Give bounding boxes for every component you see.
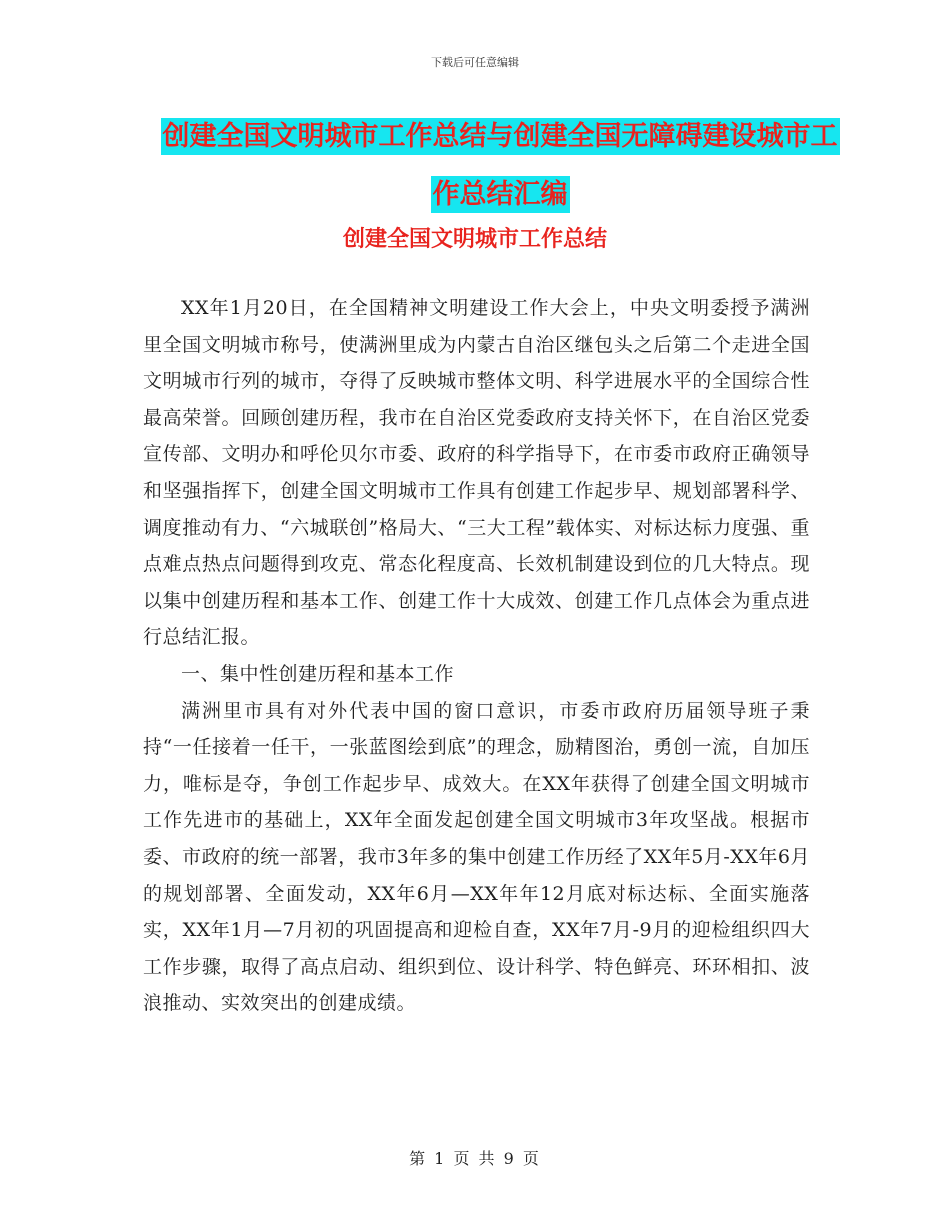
paragraph-heading-1: 一、集中性创建历程和基本工作	[181, 662, 455, 685]
section-title: 创建全国文明城市工作总结	[342, 227, 607, 252]
document-title	[150, 108, 850, 224]
document-title-text: 创建全国文明城市工作总结与创建全国无障碍建设城市工作总结汇编	[161, 118, 840, 213]
document-body	[143, 290, 810, 1022]
page-footer: 第 1 页 共 9 页	[409, 1149, 541, 1168]
paragraph-intro: XX年1月20日，在全国精神文明建设工作大会上，中央文明委授予满洲里全国文明城市称号，使满洲里成为内蒙古自治区继包头之后第二个走进全国文明城市行列的城市，夺得了反映城市整体文明、科学进展水平的全国综合性最高荣誉。回顾创建历程，我市在自治区党委政府支持关怀下，在自治区党委宣传部、文明办和呼伦贝尔市委、政府的科学指导下，在市委市政府正确领导和坚强指挥下，创建全国文明城市工作具有创建工作起步早、规划部署科学、调度推动有力、“六城联创”格局大、“三大工程”载体实、对标达标力度强、重点难点热点问题得到攻克、常态化程度高、长效机制建设到位的几大特点。现以集中创建历程和基本工作、创建工作十大成效、创建工作几点体会为重点进行总结汇报。	[143, 297, 810, 649]
header-note: 下载后可任意编辑	[431, 56, 519, 69]
paragraph-history: 满洲里市具有对外代表中国的窗口意识，市委市政府历届领导班子秉持“一任接着一任干，一张蓝图绘到底”的理念，励精图治，勇创一流，自加压力，唯标是夺，争创工作起步早、成效大。在XX年获得了创建全国文明城市工作先进市的基础上，XX年全面发起创建全国文明城市3年攻坚战。根据市委、市政府的统一部署，我市3年多的集中创建工作历经了XX年5月-XX年6月的规划部署、全面发动，XX年6月—XX年年12月底对标达标、全面实施落实，XX年1月—7月初的巩固提高和迎检自查，XX年7月-9月的迎检组织四大工作步骤，取得了高点启动、组织到位、设计科学、特色鲜亮、环环相扣、波浪推动、实效突出的创建成绩。	[143, 699, 810, 1015]
